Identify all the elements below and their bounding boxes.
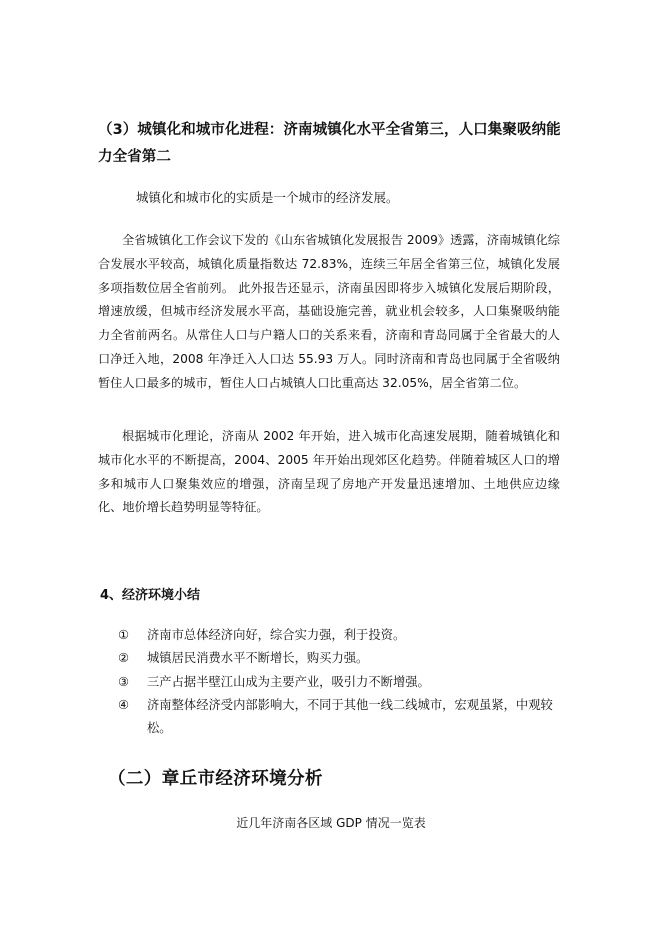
list-item-text: 济南整体经济受内部影响大，不同于其他一线二线城市，宏观虽紧，中观较松。: [147, 697, 553, 736]
list-marker: ②: [118, 651, 130, 666]
list-item-text: 城镇居民消费水平不断增长，购买力强。: [147, 651, 369, 666]
list-item: [100, 624, 560, 647]
list-item-text: 济南市总体经济向好，综合实力强，利于投资。: [147, 628, 406, 642]
paragraph-urbanization-report: 全省城镇化工作会议下发的《山东省城镇化发展报告 2009》透露，济南城镇化综合发展水平较高，城镇化质量指数达 72.83%，连续三年居全省第三位，城镇化发展多项指数位居全省前列。 此外报告还显示，济南虽因即将步入城镇化发展后期阶段，增速放缓，但城市经济发展水平高，基础设施完善，就业机会较多，人口集聚吸纳能力全省前两名。从常住人口与户籍人口的关系来看，济南和青岛同属于全省最大的人口净迁入地，2008 年净迁入人口达 55.93 万人。同时济南和青岛也同属于全省吸纳暂住人口最多的城市，暂住人口占城镇人口比重高达 32.05%，居全省第二位。: [98, 233, 560, 390]
list-marker: ①: [118, 628, 130, 642]
paragraph-urbanization-theory: 根据城市化理论，济南从 2002 年开始，进入城市化高速发展期，随着城镇化和城市化水平的不断提高，2004、2005 年开始出现郊区化趋势。伴随着城区人口的增多和城市人口聚集效应的增强，济南呈现了房地产开发量迅速增加、土地供应边缘化、地价增长趋势明显等特征。: [98, 429, 560, 515]
list-marker: ③: [118, 674, 130, 689]
intro-sentence: 城镇化和城市化的实质是一个城市的经济发展。: [136, 190, 399, 205]
table-caption: 近几年济南各区域 GDP 情况一览表: [236, 816, 426, 830]
chapter-heading: （二）章丘市经济环境分析: [108, 769, 323, 789]
list-item: [100, 671, 560, 694]
list-item: [100, 647, 560, 670]
summary-title: 4、经济环境小结: [100, 588, 201, 603]
list-marker: ④: [118, 697, 130, 712]
summary-list: [100, 624, 560, 740]
list-item: [100, 694, 560, 741]
list-item-text: 三产占据半壁江山成为主要产业，吸引力不断增强。: [147, 674, 430, 689]
section-heading: （3）城镇化和城市化进程：济南城镇化水平全省第三，人口集聚吸纳能力全省第二: [98, 122, 561, 165]
